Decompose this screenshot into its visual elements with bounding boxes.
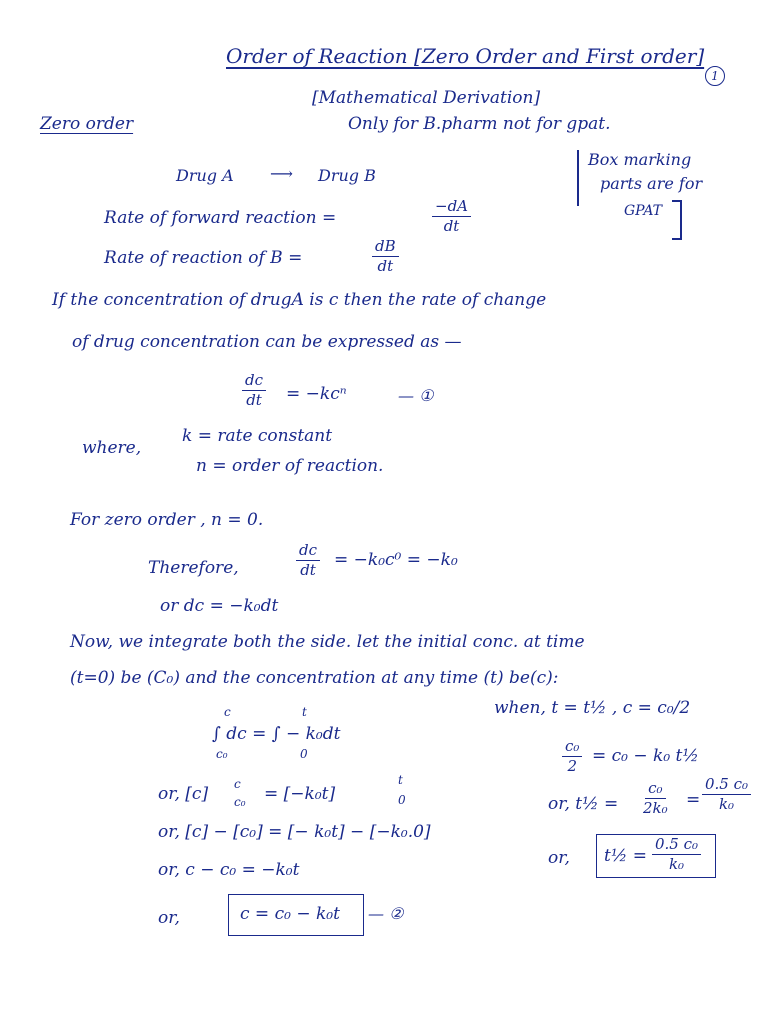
half-life-final-lhs: t½ = [604, 846, 647, 866]
box-note-line3: GPAT [624, 203, 663, 219]
scope-note: Only for B.pharm not for gpat. [348, 114, 611, 134]
rate-b-denominator: dt [377, 256, 394, 275]
rate-b-fraction [372, 238, 399, 274]
therefore-fraction [296, 542, 320, 578]
integral-lower-limit-right: 0 [300, 747, 308, 761]
eq1-rhs: = −kcⁿ [286, 384, 347, 404]
half-life-final-or: or, [548, 848, 570, 868]
step-1-limit-t-bottom: 0 [398, 793, 406, 807]
integral-upper-limit-left: c [224, 705, 231, 719]
therefore-denominator: dt [300, 560, 316, 579]
half-life-fraction-1-denominator: 2 [567, 756, 577, 775]
therefore-label: Therefore, [148, 558, 239, 578]
where-n: n = order of reaction. [196, 456, 384, 476]
final-equation: c = c₀ − k₀t [240, 904, 340, 924]
step-1-limit-t-top: t [398, 773, 403, 787]
final-equation-tag: — ② [368, 904, 404, 923]
or-dc-line: or dc = −k₀dt [160, 596, 279, 616]
integral-lower-limit-left: c₀ [216, 747, 228, 761]
page-number: 1 [705, 66, 725, 86]
half-life-fraction-1-numerator: c₀ [562, 738, 582, 757]
reaction-arrow: ⟶ [270, 164, 293, 183]
integral-equation: ∫ dc = ∫ − k₀dt [212, 724, 341, 744]
half-life-final-numerator: 0.5 c₀ [652, 836, 701, 855]
section-heading: Zero order [40, 114, 134, 134]
page-title: Order of Reaction [Zero Order and First order] [226, 44, 705, 68]
reaction-drug-a: Drug A [176, 166, 234, 185]
box-note-bracket [577, 150, 579, 206]
where-label: where, [82, 438, 142, 458]
half-life-fraction-3-denominator: k₀ [718, 794, 735, 813]
reaction-drug-b: Drug B [318, 166, 376, 185]
half-life-fraction-2-numerator: c₀ [645, 780, 665, 799]
eq1-numerator: dc [242, 372, 266, 391]
box-note-line1: Box marking [588, 150, 692, 169]
rate-forward-numerator: −dA [432, 198, 471, 217]
integral-upper-limit-right: t [302, 705, 307, 719]
step-1-limit-c-bottom: c₀ [234, 795, 246, 809]
rate-b-label: Rate of reaction of B = [104, 248, 303, 268]
box-note-line2: parts are for [600, 174, 703, 193]
rate-b-numerator: dB [372, 238, 399, 257]
therefore-numerator: dc [296, 542, 320, 561]
eq1-denominator: dt [246, 390, 262, 409]
half-life-final-denominator: k₀ [668, 854, 685, 873]
paragraph-1-line-2: of drug concentration can be expressed as — [72, 332, 462, 352]
eq1-fraction [242, 372, 266, 408]
rate-forward-denominator: dt [443, 216, 460, 235]
where-k: k = rate constant [182, 426, 333, 446]
half-life-fraction-3 [702, 776, 751, 812]
eq1-tag: — ① [398, 386, 434, 405]
half-life-rhs: = c₀ − k₀ t½ [592, 746, 699, 766]
step-2: or, [c] − [c₀] = [− k₀t] − [−k₀.0] [158, 822, 431, 842]
half-life-fraction-3-numerator: 0.5 c₀ [702, 776, 751, 795]
step-3: or, c − c₀ = −k₀t [158, 860, 300, 880]
zero-order-line: For zero order , n = 0. [70, 510, 264, 530]
half-life-condition: when, t = t½ , c = c₀/2 [494, 698, 691, 718]
box-note-bracket-right [672, 200, 682, 240]
paragraph-2-line-1: Now, we integrate both the side. let the initial conc. at time [70, 632, 585, 652]
half-life-final-fraction [652, 836, 701, 872]
half-life-equals: = [686, 790, 701, 810]
final-prefix: or, [158, 908, 180, 928]
paragraph-1-line-1: If the concentration of drugA is c then the rate of change [52, 290, 547, 310]
rate-forward-fraction [432, 198, 471, 234]
step-1: or, [c] [158, 784, 209, 804]
therefore-rhs: = −k₀c⁰ = −k₀ [334, 550, 458, 570]
half-life-or: or, t½ = [548, 794, 619, 814]
half-life-fraction-2-denominator: 2k₀ [643, 798, 668, 817]
paragraph-2-line-2: (t=0) be (C₀) and the concentration at any time (t) be(c): [70, 668, 559, 688]
half-life-fraction-1 [562, 738, 582, 774]
step-1-rest: = [−k₀t] [264, 784, 336, 804]
step-1-limit-c-top: c [234, 777, 241, 791]
half-life-fraction-2 [640, 780, 671, 816]
rate-forward-label: Rate of forward reaction = [104, 208, 337, 228]
page-subtitle: [Mathematical Derivation] [312, 88, 541, 108]
